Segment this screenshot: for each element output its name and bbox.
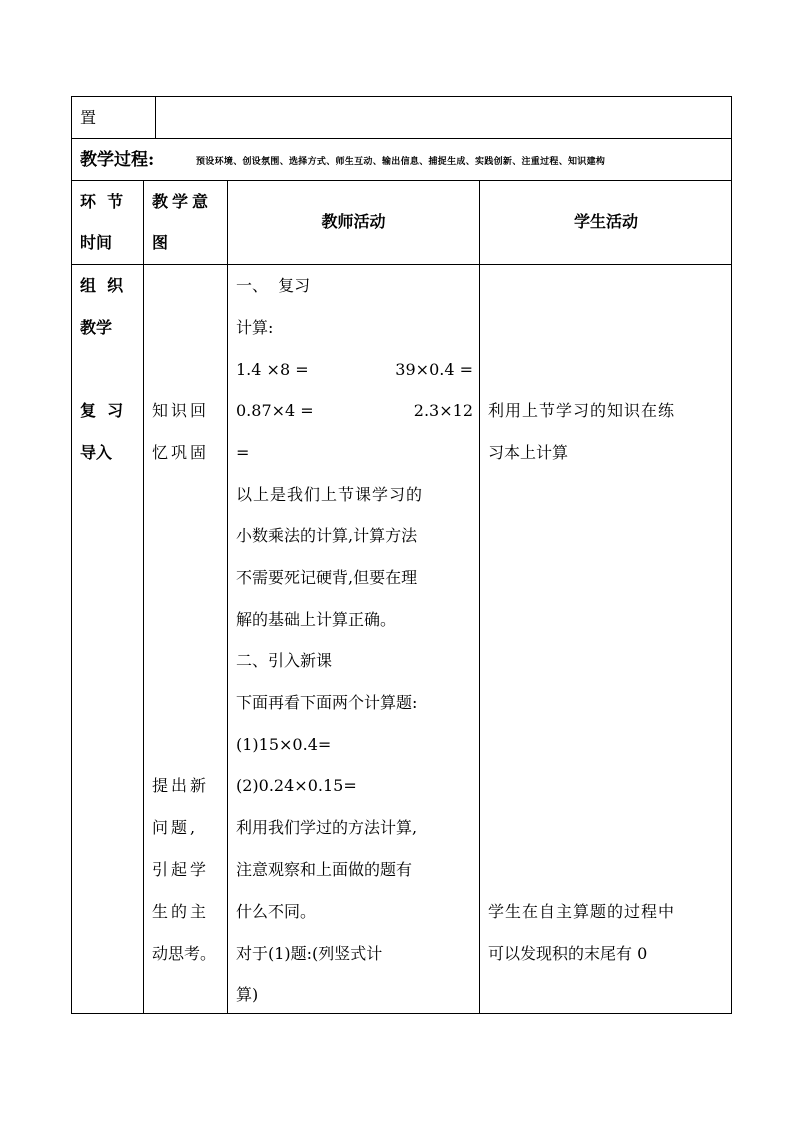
divider: [71, 138, 732, 139]
problem-2: (2)0.24×0.15=: [236, 776, 357, 795]
divider: [479, 180, 480, 1014]
divider: [227, 180, 228, 1014]
intent-new-cont: 引起学: [152, 860, 210, 879]
divider: [71, 264, 732, 265]
calc-question: 2.3×12: [413, 401, 473, 420]
summary-line: 解的基础上计算正确。: [236, 610, 397, 629]
calc-question: 39×0.4 =: [395, 360, 473, 379]
header-student: 学生活动: [573, 212, 638, 231]
instruction-line: 注意观察和上面做的题有: [236, 860, 413, 879]
header-section: 环 节: [80, 192, 124, 211]
intent-new: 提出新: [152, 776, 210, 795]
student-review-line: 利用上节学习的知识在练: [488, 401, 676, 420]
new-lesson-intro: 下面再看下面两个计算题:: [236, 693, 418, 712]
student-discover-line: 可以发现积的末尾有 0: [488, 944, 648, 963]
calc-row: [236, 360, 473, 380]
instruction-line: 什么不同。: [236, 902, 317, 921]
stage-organize: 组 织: [80, 276, 124, 295]
intent-review-cont: 忆巩固: [152, 443, 210, 462]
summary-line: 不需要死记硬背,但要在理: [236, 568, 418, 587]
instruction-line: 利用我们学过的方法计算,: [236, 818, 418, 837]
student-discover-line: 学生在自主算题的过程中: [488, 902, 676, 921]
intent-new-cont: 动思考。: [152, 944, 217, 963]
calc-row: [236, 401, 473, 421]
calc-label: 计算:: [236, 318, 274, 337]
header-teacher: 教师活动: [321, 212, 386, 231]
header-intent-cont: 图: [152, 233, 169, 252]
divider: [143, 180, 144, 1014]
review-title: 一、 复习: [236, 276, 311, 295]
calc-question: 0.87×4 =: [236, 401, 314, 420]
header-intent: 教学意: [152, 192, 213, 211]
stage-organize-cont: 教学: [80, 318, 113, 337]
instruction-line: 算): [236, 985, 259, 1004]
divider: [155, 96, 156, 138]
new-lesson-title: 二、引入新课: [236, 651, 333, 670]
divider: [71, 180, 732, 181]
calc-question: 1.4 ×8 =: [236, 360, 309, 379]
summary-line: 小数乘法的计算,计算方法: [236, 526, 418, 545]
process-keywords: 预设环境、创设氛围、选择方式、师生互动、输出信息、捕捉生成、实践创新、注重过程、知识建构: [196, 157, 606, 167]
intent-review: 知识回: [152, 401, 210, 420]
summary-line: 以上是我们上节课学习的: [236, 485, 424, 504]
setting-label: 置: [80, 108, 97, 127]
stage-review: 复 习: [80, 401, 124, 420]
instruction-line: 对于(1)题:(列竖式计: [236, 944, 383, 963]
process-label: 教学过程:: [80, 150, 155, 170]
intent-new-cont: 问题,: [152, 818, 199, 837]
calc-question-cont: =: [236, 443, 250, 462]
intent-new-cont: 生的主: [152, 902, 210, 921]
problem-1: (1)15×0.4=: [236, 735, 332, 754]
stage-review-cont: 导入: [80, 443, 113, 462]
student-review-line: 习本上计算: [488, 443, 569, 462]
header-time: 时间: [80, 233, 113, 252]
